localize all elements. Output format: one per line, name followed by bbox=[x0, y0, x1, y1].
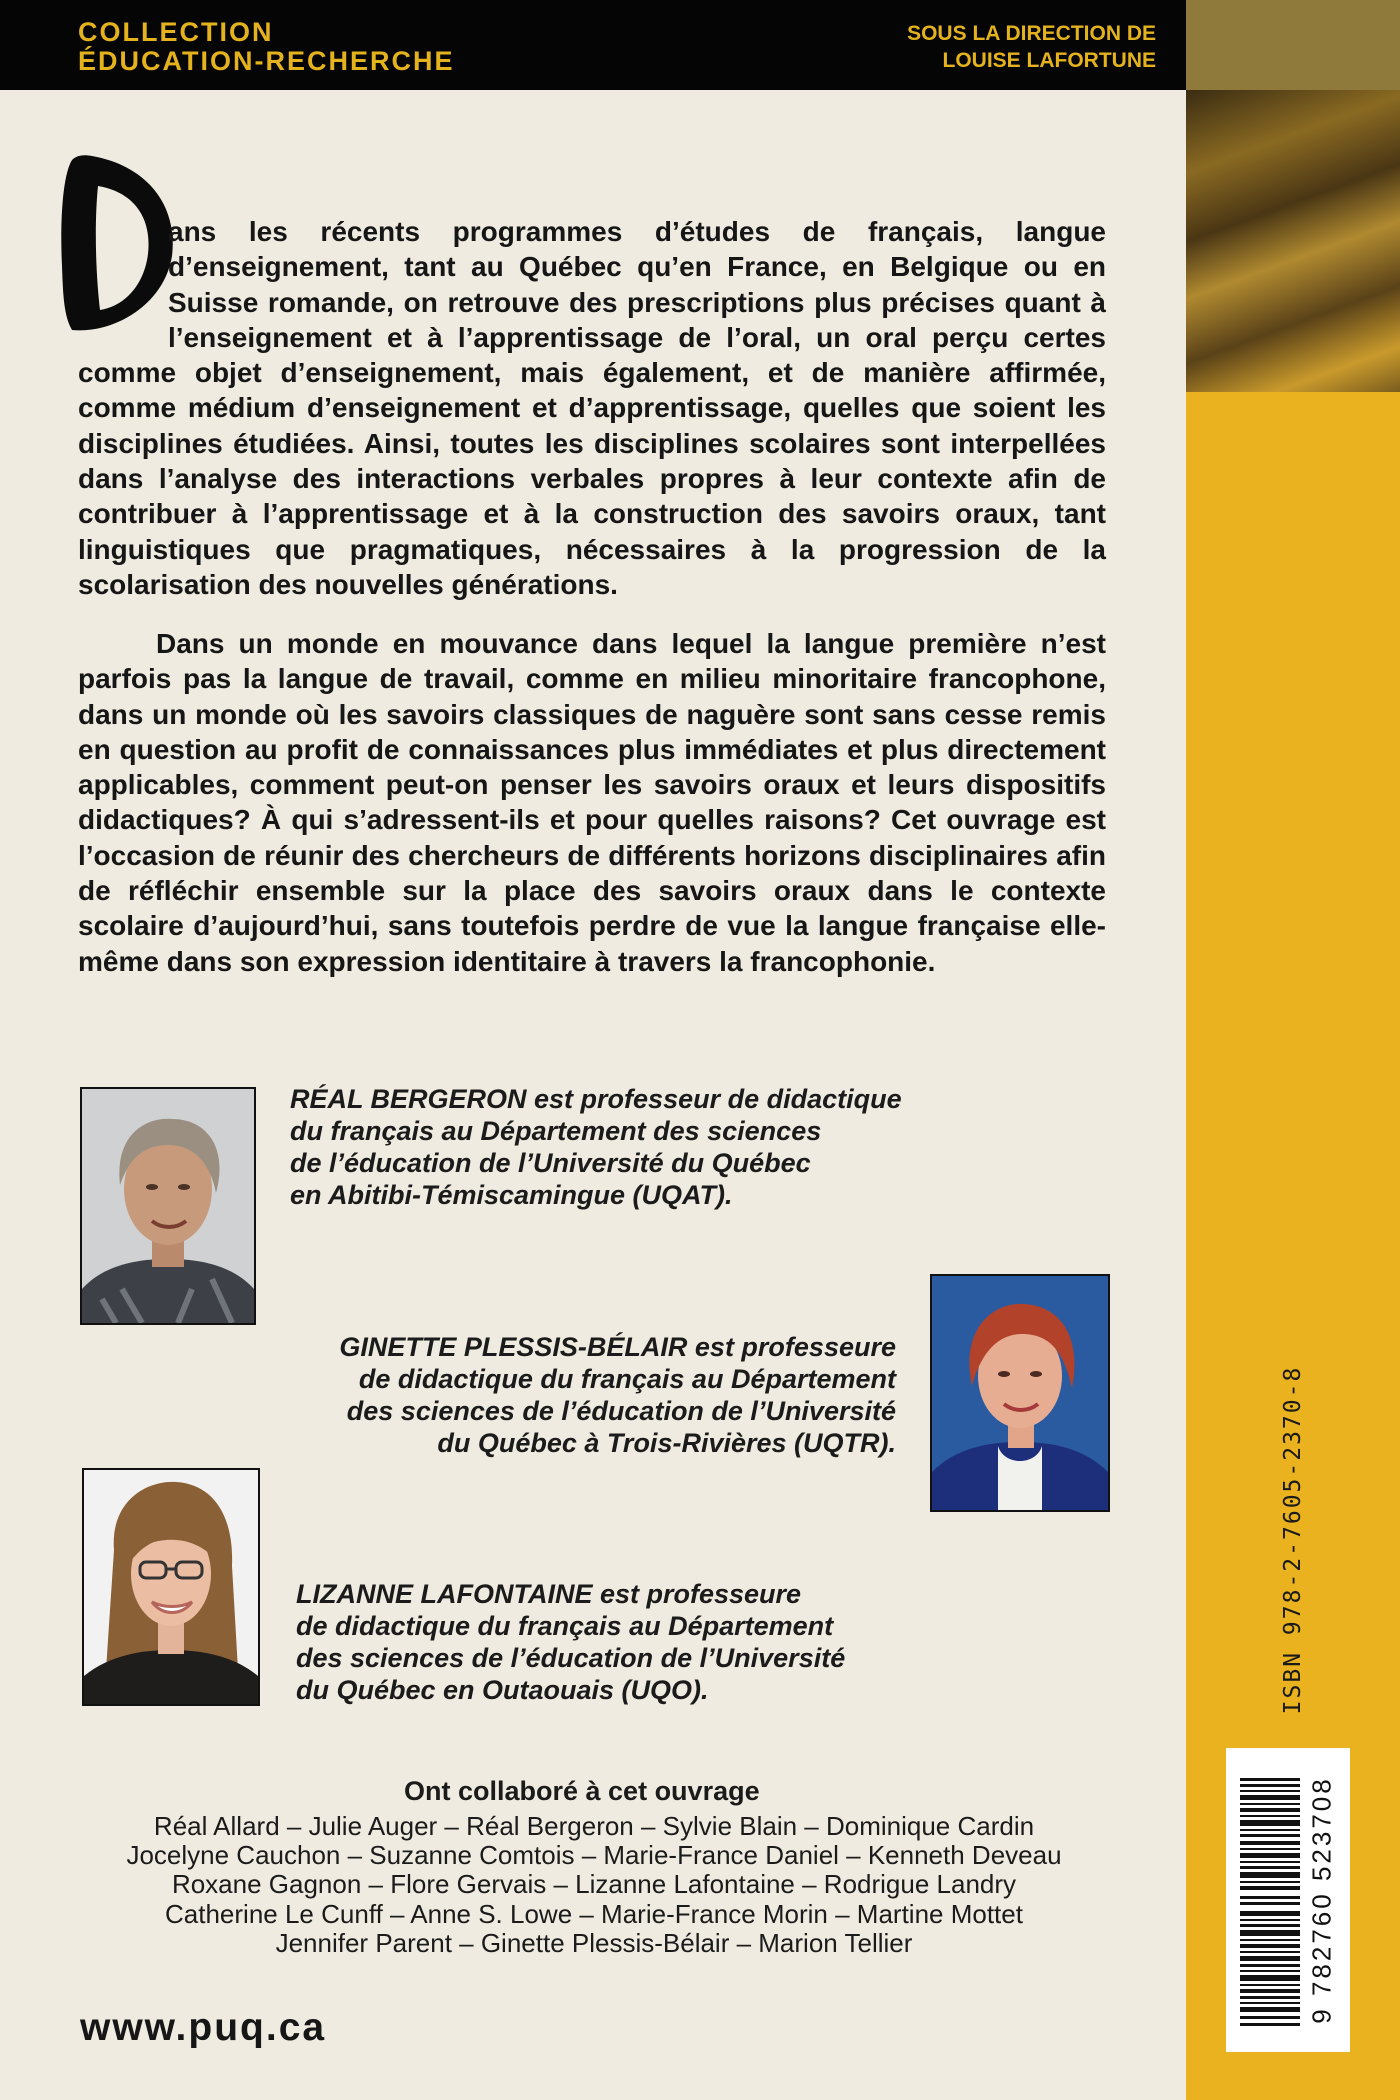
bio-line: des sciences de l’éducation de l’Université bbox=[346, 1396, 896, 1426]
bio-line: GINETTE PLESSIS-BÉLAIR est professeure bbox=[339, 1332, 896, 1362]
author-photo-bergeron bbox=[80, 1087, 256, 1325]
bio-line: RÉAL BERGERON est professeur de didactique bbox=[290, 1084, 902, 1114]
side-band-top bbox=[1186, 0, 1400, 90]
intro-paragraph bbox=[78, 214, 1106, 602]
editor-credit bbox=[907, 20, 1156, 74]
bio-line: en Abitibi-Témiscamingue (UQAT). bbox=[290, 1180, 733, 1210]
collaborators-line: Catherine Le Cunff – Anne S. Lowe – Marie-France Morin – Martine Mottet bbox=[165, 1898, 1023, 1929]
side-texture-image bbox=[1186, 90, 1400, 392]
author-photo-lafontaine bbox=[82, 1468, 260, 1706]
collaborators-line: Réal Allard – Julie Auger – Réal Bergeron – Sylvie Blain – Dominique Cardin bbox=[153, 1811, 1035, 1841]
drop-cap-space bbox=[78, 214, 168, 324]
intro-paragraph-text: ans les récents programmes d’études de français, langue d’enseignement, tant au Québec qu’en France, en Belgique ou en Suisse romande, on retrouve des prescriptions plus précises quant à l’enseignement et à l’apprentissage de l’oral, un oral perçu certes comme objet d’enseignement, mais également, et de manière affirmée, comme médium d’enseignement et d’apprentissage, quelles que soient les disciplines étudiées. Ainsi, toutes les disciplines scolaires sont interpellées dans l’analyse des interactions verbales propres à leur contexte afin de contribuer à l’apprentissage et à la construction des savoirs oraux, tant linguistiques que pragmatiques, nécessaires à la progression de la scolarisation des nouvelles générations. bbox=[78, 216, 1106, 600]
collection-title bbox=[78, 18, 455, 76]
header-bar bbox=[0, 0, 1186, 90]
portrait-illustration bbox=[932, 1276, 1108, 1510]
isbn-number: ISBN 978-2-7605-2370-8 bbox=[1280, 1365, 1306, 1715]
collaborators-line: Jennifer Parent – Ginette Plessis-Bélair – Marion Tellier bbox=[275, 1927, 913, 1958]
bio-line: du Québec en Outaouais (UQO). bbox=[296, 1675, 709, 1705]
direction-line-1: SOUS LA DIRECTION DE bbox=[907, 22, 1156, 45]
collection-line-1: COLLECTION bbox=[78, 17, 274, 47]
collaborators-title: Ont collaboré à cet ouvrage bbox=[404, 1776, 760, 1806]
bio-line: de didactique du français au Département bbox=[296, 1611, 834, 1641]
barcode-digits: 9 782760 523708 bbox=[1306, 1776, 1337, 2024]
bio-lafontaine bbox=[296, 1578, 916, 1706]
bio-line: de l’éducation de l’Université du Québec bbox=[290, 1148, 811, 1178]
bio-line: de didactique du français au Département bbox=[358, 1364, 896, 1394]
bio-line: des sciences de l’éducation de l’Université bbox=[296, 1643, 846, 1673]
bio-line: du Québec à Trois-Rivières (UQTR). bbox=[437, 1428, 896, 1458]
author-photo-plessis-belair bbox=[930, 1274, 1110, 1512]
portrait-illustration bbox=[82, 1089, 254, 1323]
collaborators-line: Jocelyne Cauchon – Suzanne Comtois – Marie-France Daniel – Kenneth Deveau bbox=[126, 1840, 1062, 1871]
website-url[interactable]: www.puq.ca bbox=[80, 2006, 327, 2049]
bio-plessis-belair bbox=[280, 1331, 896, 1459]
barcode bbox=[1226, 1748, 1350, 2052]
collaborators-list bbox=[80, 1812, 1108, 1958]
bio-bergeron bbox=[290, 1083, 950, 1211]
barcode-bars bbox=[1240, 1778, 1300, 2028]
bio-line: LIZANNE LAFONTAINE est professeure bbox=[296, 1579, 802, 1609]
collaborators-line: Roxane Gagnon – Flore Gervais – Lizanne Lafontaine – Rodrigue Landry bbox=[171, 1869, 1017, 1900]
second-paragraph: Dans un monde en mouvance dans lequel la langue première n’est parfois pas la langue de travail, comme en milieu minoritaire francophone, dans un monde où les savoirs classiques de naguère sont sans cesse remis en question au profit de connaissances plus immédiates et plus directement applicables, comment peut-on penser les savoirs oraux et leurs dispositifs didactiques? À qui s’adressent-ils et pour quelles raisons? Cet ouvrage est l’occasion de réunir des chercheurs de différents horizons disciplinaires afin de réfléchir ensemble sur la place des savoirs oraux dans le contexte scolaire d’aujourd’hui, sans toutefois perdre de vue la langue française elle-même dans son expression identitaire à travers la francophonie. bbox=[78, 628, 1106, 977]
direction-line-2: LOUISE LAFORTUNE bbox=[942, 49, 1156, 72]
portrait-illustration bbox=[84, 1470, 258, 1704]
collection-line-2: ÉDUCATION-RECHERCHE bbox=[78, 46, 455, 76]
bio-line: du français au Département des sciences bbox=[290, 1116, 822, 1146]
